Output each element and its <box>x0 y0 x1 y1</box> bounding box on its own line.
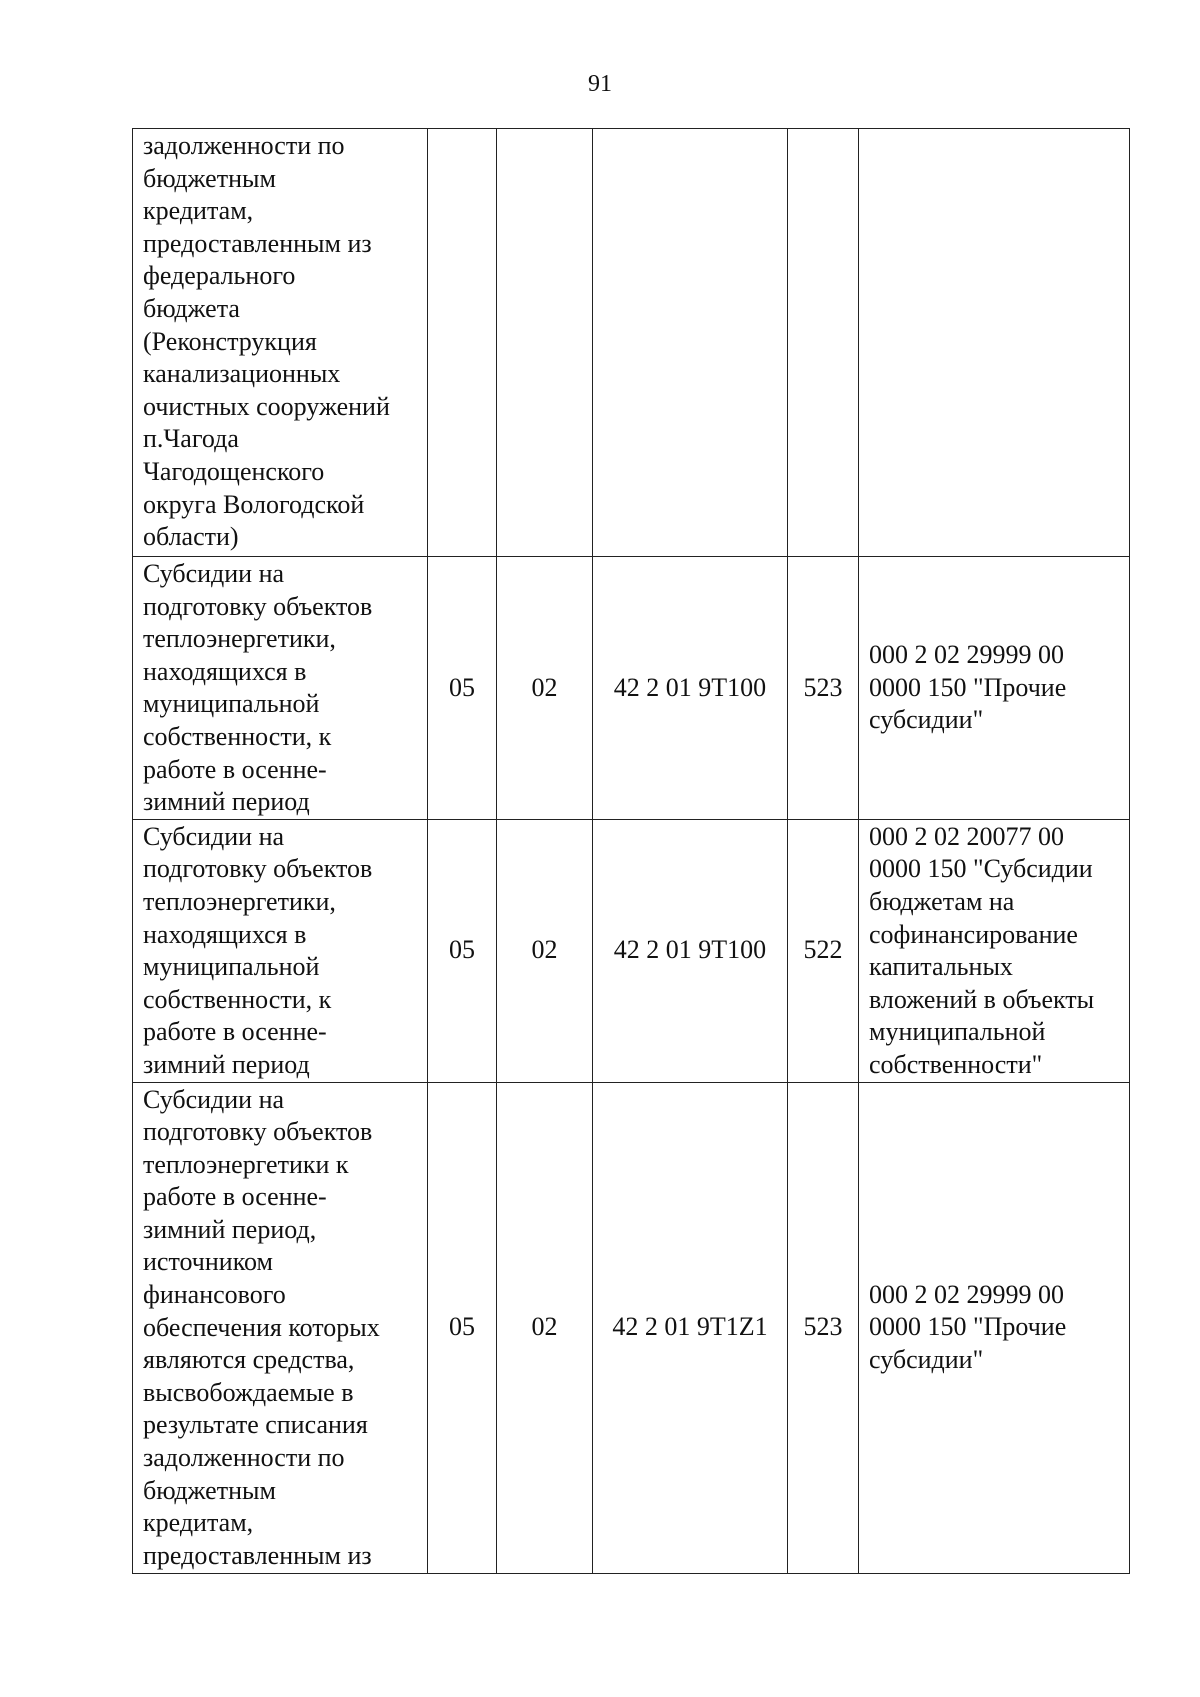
description-line: Субсидии на <box>143 1084 285 1114</box>
description-line: п.Чагода <box>143 424 239 454</box>
table-row <box>133 129 1130 557</box>
revenue-code-line: 000 2 02 29999 00 <box>869 1279 1064 1309</box>
description-line: задолженности по <box>143 1443 345 1473</box>
description-line: находящихся в <box>143 656 307 686</box>
revenue-code-line: 0000 150 "Субсидии <box>869 854 1093 884</box>
description-line: теплоэнергетики, <box>143 624 336 654</box>
expense-type-cell: 523 <box>788 1082 859 1573</box>
revenue-code-line: 0000 150 "Прочие <box>869 1312 1067 1342</box>
revenue-code-line: 0000 150 "Прочие <box>869 672 1067 702</box>
revenue-code-line: софинансирование <box>869 919 1078 949</box>
description-line: работе в осенне- <box>143 1182 327 1212</box>
subsection-cell: 02 <box>497 819 593 1082</box>
description-line: (Реконструкция <box>143 326 317 356</box>
description-line: результате списания <box>143 1410 368 1440</box>
description-line: кредитам, <box>143 1508 254 1538</box>
revenue-code-line: 000 2 02 20077 00 <box>869 821 1064 851</box>
table-row <box>133 819 1130 1082</box>
expense-type-cell: 522 <box>788 819 859 1082</box>
description-line: задолженности по <box>143 131 345 160</box>
revenue-code-line: муниципальной <box>869 1017 1046 1047</box>
expense-description-cell <box>133 129 428 557</box>
description-line: работе в осенне- <box>143 754 327 784</box>
description-line: предоставленным из <box>143 228 372 258</box>
revenue-code-line: субсидии" <box>869 705 984 735</box>
expense-type-cell: 523 <box>788 557 859 820</box>
expense-description-cell <box>133 557 428 820</box>
table-row <box>133 1082 1130 1573</box>
description-line: являются средства, <box>143 1345 355 1375</box>
description-line: канализационных <box>143 359 341 389</box>
description-line: собственности, к <box>143 721 332 751</box>
subsection-cell: 02 <box>497 557 593 820</box>
expense-description-cell <box>133 1082 428 1573</box>
budget-table <box>132 128 1130 1574</box>
description-line: подготовку объектов <box>143 1117 373 1147</box>
subsection-cell <box>497 129 593 557</box>
description-line: Субсидии на <box>143 821 285 851</box>
revenue-code-line: 000 2 02 29999 00 <box>869 639 1064 669</box>
revenue-code-line: капитальных <box>869 952 1013 982</box>
description-line: источником <box>143 1247 273 1277</box>
description-line: зимний период <box>143 1049 310 1079</box>
description-line: подготовку объектов <box>143 854 373 884</box>
description-line: Субсидии на <box>143 559 285 588</box>
revenue-code-cell <box>859 1082 1130 1573</box>
revenue-code-cell <box>859 819 1130 1082</box>
target-article-cell <box>593 129 788 557</box>
description-line: обеспечения которых <box>143 1312 380 1342</box>
section-cell: 05 <box>428 557 497 820</box>
description-line: зимний период <box>143 787 310 817</box>
expense-description-cell <box>133 819 428 1082</box>
description-line: зимний период, <box>143 1214 317 1244</box>
revenue-code-line: бюджетам на <box>869 886 1015 916</box>
description-line: области) <box>143 522 239 552</box>
description-line: подготовку объектов <box>143 591 373 621</box>
description-line: округа Вологодской <box>143 489 365 519</box>
description-line: предоставленным из <box>143 1540 372 1570</box>
description-line: высвобождаемые в <box>143 1377 354 1407</box>
description-line: бюджета <box>143 293 240 323</box>
description-line: работе в осенне- <box>143 1017 327 1047</box>
section-cell <box>428 129 497 557</box>
target-article-cell: 42 2 01 9Т100 <box>593 819 788 1082</box>
expense-type-cell <box>788 129 859 557</box>
description-line: очистных сооружений <box>143 391 390 421</box>
description-line: теплоэнергетики к <box>143 1149 349 1179</box>
revenue-code-cell <box>859 129 1130 557</box>
page-number: 91 <box>588 71 612 97</box>
description-line: кредитам, <box>143 196 254 226</box>
target-article-cell: 42 2 01 9Т100 <box>593 557 788 820</box>
description-line: Чагодощенского <box>143 456 325 486</box>
description-line: муниципальной <box>143 952 320 982</box>
description-line: муниципальной <box>143 689 320 719</box>
description-line: теплоэнергетики, <box>143 886 336 916</box>
table-row <box>133 557 1130 820</box>
revenue-code-line: субсидии" <box>869 1344 984 1374</box>
subsection-cell: 02 <box>497 1082 593 1573</box>
revenue-code-cell <box>859 557 1130 820</box>
section-cell: 05 <box>428 1082 497 1573</box>
description-line: бюджетным <box>143 163 276 193</box>
target-article-cell: 42 2 01 9Т1Z1 <box>593 1082 788 1573</box>
description-line: находящихся в <box>143 919 307 949</box>
description-line: финансового <box>143 1280 286 1310</box>
revenue-code-line: вложений в объекты <box>869 984 1095 1014</box>
description-line: федерального <box>143 261 296 291</box>
revenue-code-line: собственности" <box>869 1049 1043 1079</box>
section-cell: 05 <box>428 819 497 1082</box>
description-line: бюджетным <box>143 1475 276 1505</box>
description-line: собственности, к <box>143 984 332 1014</box>
